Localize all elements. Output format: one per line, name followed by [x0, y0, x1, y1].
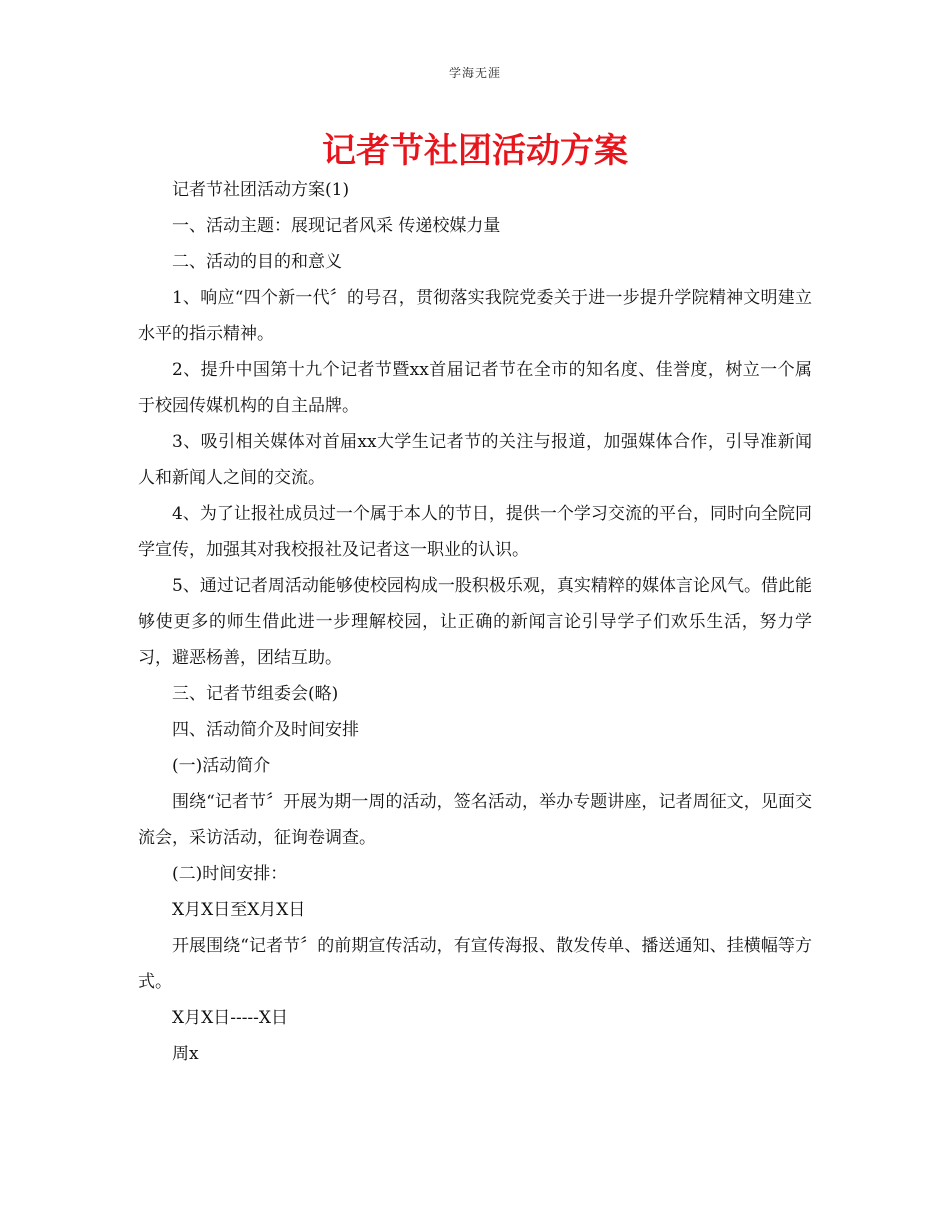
- paragraph-section-schedule: 四、活动简介及时间安排: [172, 720, 359, 740]
- page-header: 学海无涯: [448, 66, 501, 80]
- paragraph-subsection-intro: (一)活动简介: [172, 756, 271, 776]
- paragraph-intro-body: 围绕“记者节〞开展为期一周的活动，签名活动，举办专题讲座，记者周征文，见面交流会，采访活动，征询卷调查。: [138, 792, 812, 848]
- paragraph-purpose-5: 5、通过记者周活动能够使校园构成一股积极乐观，真实精粹的媒体言论风气。借此能够使更多的师生借此进一步理解校园，让正确的新闻言论引导学子们欢乐生活，努力学习，避恶杨善，团结互助。: [138, 576, 812, 668]
- paragraph-subsection-time: (二)时间安排：: [172, 864, 288, 884]
- paragraph-purpose-1: 1、响应“四个新一代〞的号召，贯彻落实我院党委关于进一步提升学院精神文明建立水平的指示精神。: [138, 288, 812, 344]
- paragraph-purpose-3: 3、吸引相关媒体对首届xx大学生记者节的关注与报道，加强媒体合作，引导准新闻人和新闻人之间的交流。: [138, 432, 812, 488]
- paragraph-date-range-1: X月X日至X月X日: [172, 900, 306, 920]
- paragraph-week: 周x: [172, 1044, 199, 1064]
- paragraph-section-committee: 三、记者节组委会(略): [172, 684, 339, 704]
- paragraph-purpose-2: 2、提升中国第十九个记者节暨xx首届记者节在全市的知名度、佳誉度，树立一个属于校园传媒机构的自主品牌。: [138, 360, 812, 416]
- paragraph-theme: 一、活动主题：展现记者风采 传递校媒力量: [172, 216, 501, 236]
- document-title: 记者节社团活动方案: [322, 131, 628, 171]
- paragraph-date-range-2: X月X日-----X日: [172, 1008, 289, 1028]
- paragraph-promotion: 开展围绕“记者节〞的前期宣传活动，有宣传海报、散发传单、播送通知、挂横幅等方式。: [138, 936, 812, 992]
- paragraph-subtitle: 记者节社团活动方案(1): [172, 180, 350, 200]
- paragraph-purpose-4: 4、为了让报社成员过一个属于本人的节日，提供一个学习交流的平台，同时向全院同学宣传，加强其对我校报社及记者这一职业的认识。: [138, 504, 812, 560]
- paragraph-section-purpose: 二、活动的目的和意义: [172, 252, 342, 272]
- document-body: [138, 172, 812, 1072]
